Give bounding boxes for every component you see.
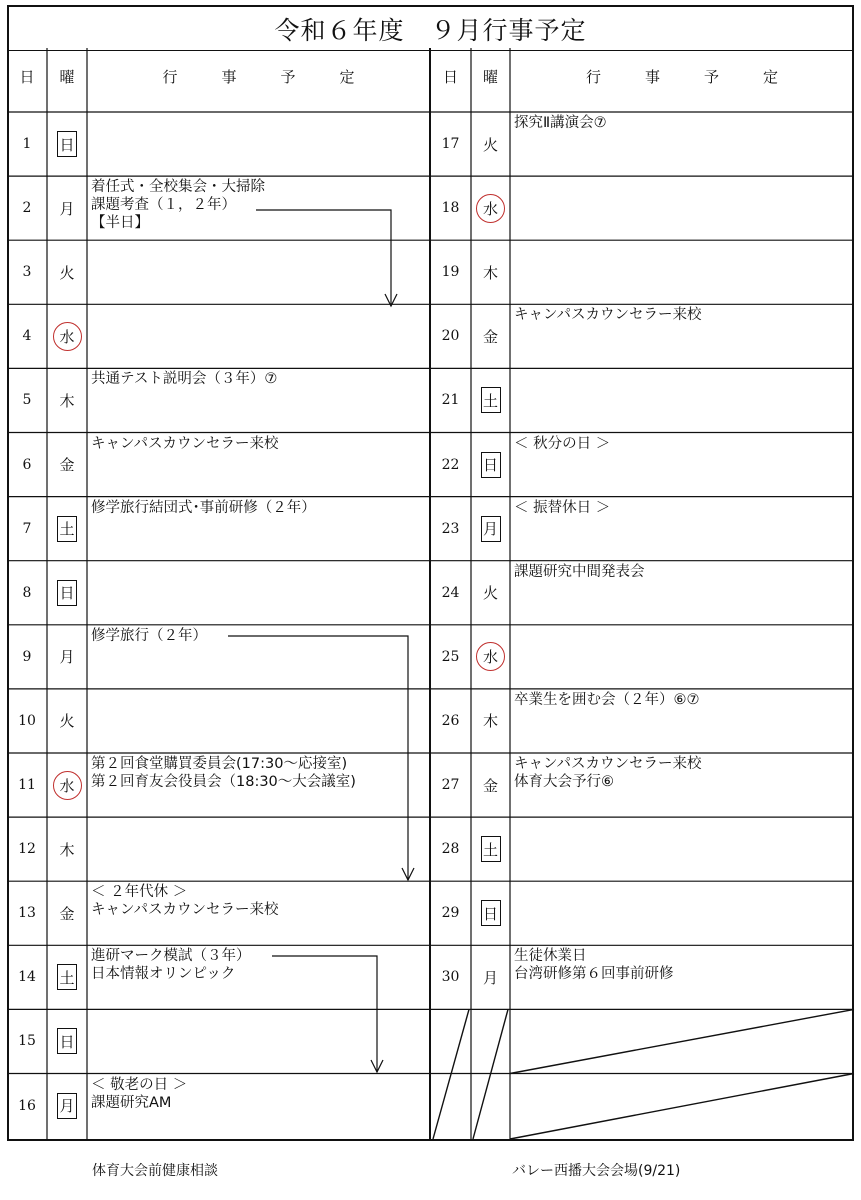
- left-weekday: [47, 881, 87, 945]
- right-day-number: 29: [441, 905, 460, 922]
- weekday-label: 木: [59, 840, 75, 859]
- header-char: 予: [704, 67, 720, 86]
- weekday-label: 火: [482, 584, 498, 603]
- left-weekday: [47, 753, 87, 817]
- left-day-number: 6: [22, 456, 32, 473]
- header-char: 定: [763, 67, 779, 86]
- left-day-number: 8: [22, 584, 32, 601]
- left-day-number: 13: [18, 905, 36, 922]
- left-header-weekday: 曜: [59, 67, 75, 86]
- right-weekday: [471, 817, 510, 881]
- weekday-label: 火: [59, 263, 75, 282]
- weekday-boxed: 日: [57, 1028, 77, 1054]
- left-day-number: 5: [22, 392, 32, 409]
- event-line: 課題研究中間発表会: [514, 563, 645, 580]
- left-events: [91, 499, 316, 517]
- weekday-boxed: 月: [481, 516, 501, 542]
- right-events: [514, 563, 645, 581]
- weekday-label: 金: [59, 456, 75, 475]
- right-day-number: 18: [441, 200, 460, 217]
- weekday-circled: 水: [53, 322, 82, 351]
- event-line: 着任式・全校集会・大掃除: [91, 179, 265, 196]
- right-weekday: [471, 625, 510, 689]
- left-weekday: [47, 497, 87, 561]
- left-weekday: [47, 1009, 87, 1073]
- left-day-number: 1: [22, 136, 32, 153]
- right-day-number: 30: [441, 969, 460, 986]
- event-line: 体育大会予行⑥: [514, 774, 614, 790]
- event-line: 修学旅行結団式･事前研修（２年）: [91, 499, 316, 516]
- right-events: [514, 947, 674, 983]
- left-events: [91, 627, 207, 645]
- weekday-boxed: 土: [57, 964, 77, 990]
- weekday-label: 月: [482, 968, 498, 987]
- left-day-number: 12: [18, 841, 36, 858]
- left-day-number: 2: [22, 200, 32, 217]
- empty-slash: [510, 1009, 854, 1073]
- left-weekday: [47, 112, 87, 176]
- left-weekday: [47, 689, 87, 753]
- weekday-label: 木: [482, 712, 498, 731]
- event-line: 台湾研修第６回事前研修: [514, 966, 674, 983]
- event-line: ＜ 敬老の日 ＞: [91, 1076, 188, 1093]
- left-events: [91, 178, 265, 232]
- left-day-number: 4: [22, 328, 32, 345]
- right-day-number: 25: [441, 648, 460, 665]
- right-day-number: 21: [441, 392, 460, 409]
- event-line: ＜ 秋分の日 ＞: [514, 435, 611, 452]
- right-day-number: 22: [441, 456, 460, 473]
- left-weekday: [47, 561, 87, 625]
- header-char: 定: [339, 67, 355, 86]
- header-char: 行: [162, 67, 178, 86]
- page-title: 令和６年度 ９月行事予定: [9, 7, 852, 51]
- header-char: 事: [221, 67, 237, 86]
- weekday-circled: 水: [476, 194, 505, 223]
- right-header-events: [510, 45, 854, 107]
- right-weekday: [471, 561, 510, 625]
- weekday-circled: 水: [476, 642, 505, 671]
- weekday-label: 火: [59, 712, 75, 731]
- right-weekday: [471, 112, 510, 176]
- left-events: [91, 435, 278, 453]
- weekday-label: 火: [482, 135, 498, 154]
- left-weekday: [47, 433, 87, 497]
- right-header-day: 日: [442, 67, 458, 86]
- left-weekday: [47, 817, 87, 881]
- left-header-day: 日: [19, 67, 35, 86]
- right-events: [514, 306, 701, 324]
- header-char: 事: [644, 67, 660, 86]
- event-line: キャンパスカウンセラー来校: [514, 756, 702, 772]
- event-line: キャンパスカウンセラー来校: [514, 307, 702, 324]
- event-line: 修学旅行（２年）: [91, 627, 207, 644]
- left-weekday: [47, 176, 87, 240]
- left-day-number: 3: [22, 264, 32, 281]
- right-weekday: [471, 881, 510, 945]
- left-weekday: [47, 625, 87, 689]
- footer-note-right: バレー西播大会会場(9/21): [512, 1163, 681, 1179]
- left-day-number: 11: [18, 777, 36, 794]
- event-line: 課題研究AM: [91, 1094, 172, 1111]
- weekday-label: 月: [59, 199, 75, 218]
- event-line: 日本情報オリンピック: [91, 966, 236, 983]
- left-weekday: [47, 1074, 87, 1138]
- weekday-boxed: 日: [481, 900, 501, 926]
- right-weekday: [471, 368, 510, 432]
- right-events: [514, 755, 701, 791]
- header-char: 行: [585, 67, 601, 86]
- weekday-label: 金: [482, 776, 498, 795]
- event-line: ＜ ２年代休 ＞: [91, 884, 188, 901]
- weekday-label: 金: [482, 327, 498, 346]
- left-day-number: 14: [18, 969, 36, 986]
- right-events: [514, 691, 700, 709]
- event-line: 生徒休業日: [514, 948, 587, 965]
- right-day-number: 27: [441, 777, 460, 794]
- right-weekday: [471, 497, 510, 561]
- right-day-number: 28: [441, 841, 460, 858]
- left-day-number: 10: [18, 712, 36, 729]
- event-line: 第２回育友会役員会（18:30～大会議室): [91, 774, 356, 790]
- right-weekday: [471, 689, 510, 753]
- weekday-label: 木: [482, 263, 498, 282]
- right-weekday: [471, 433, 510, 497]
- weekday-boxed: 日: [57, 580, 77, 606]
- weekday-boxed: 土: [57, 516, 77, 542]
- right-weekday: [471, 240, 510, 304]
- weekday-label: 木: [59, 391, 75, 410]
- right-day-number: 20: [441, 328, 460, 345]
- left-weekday: [47, 304, 87, 368]
- weekday-circled: 水: [53, 771, 82, 800]
- right-day-number: 26: [441, 712, 460, 729]
- right-day-number: 24: [441, 584, 460, 601]
- event-line: 第２回食堂購買委員会(17:30～応接室): [91, 756, 348, 772]
- left-day-number: 9: [22, 648, 32, 665]
- event-line: 共通テスト説明会（３年）⑦: [91, 371, 278, 388]
- left-day-number: 16: [18, 1097, 36, 1114]
- event-line: キャンパスカウンセラー来校: [91, 435, 279, 452]
- right-day-number: 19: [441, 264, 460, 281]
- event-line: キャンパスカウンセラー来校: [91, 902, 279, 919]
- empty-slash: [433, 1009, 469, 1139]
- duration-arrow-exams: [256, 210, 391, 306]
- right-weekday: [471, 176, 510, 240]
- event-line: ＜ 振替休日 ＞: [514, 499, 611, 516]
- left-events: [91, 883, 278, 919]
- weekday-boxed: 月: [57, 1093, 77, 1119]
- left-events: [91, 1076, 187, 1112]
- empty-slash: [473, 1009, 508, 1139]
- right-events: [514, 114, 607, 132]
- left-day-number: 15: [18, 1033, 36, 1050]
- weekday-boxed: 土: [481, 387, 501, 413]
- weekday-label: 月: [59, 648, 75, 667]
- right-weekday: [471, 304, 510, 368]
- left-events: [91, 755, 356, 791]
- right-weekday: [471, 945, 510, 1009]
- left-day-number: 7: [22, 520, 32, 537]
- right-day-number: 23: [441, 520, 460, 537]
- left-weekday: [47, 240, 87, 304]
- right-events: [514, 435, 610, 453]
- event-line: 進研マーク模試（３年）: [91, 948, 251, 965]
- left-events: [91, 947, 251, 983]
- event-line: 【半日】: [91, 215, 149, 232]
- weekday-label: 金: [59, 904, 75, 923]
- right-day-number: 17: [441, 136, 460, 153]
- left-events: [91, 370, 277, 388]
- event-line: 課題考査（１，２年）: [91, 197, 236, 214]
- weekday-boxed: 日: [57, 131, 77, 157]
- right-header-weekday: 曜: [482, 67, 498, 86]
- left-weekday: [47, 368, 87, 432]
- footer-note-left: 体育大会前健康相談: [92, 1163, 218, 1179]
- weekday-boxed: 土: [481, 836, 501, 862]
- left-weekday: [47, 945, 87, 1009]
- empty-slash: [510, 1074, 854, 1140]
- left-header-events: [87, 45, 430, 107]
- header-char: 予: [280, 67, 296, 86]
- weekday-boxed: 日: [481, 452, 501, 478]
- event-line: 卒業生を囲む会（２年）⑥⑦: [514, 691, 700, 708]
- right-weekday: [471, 753, 510, 817]
- duration-arrow-mock: [272, 956, 377, 1072]
- right-events: [514, 499, 610, 517]
- event-line: 探究Ⅱ講演会⑦: [514, 115, 607, 131]
